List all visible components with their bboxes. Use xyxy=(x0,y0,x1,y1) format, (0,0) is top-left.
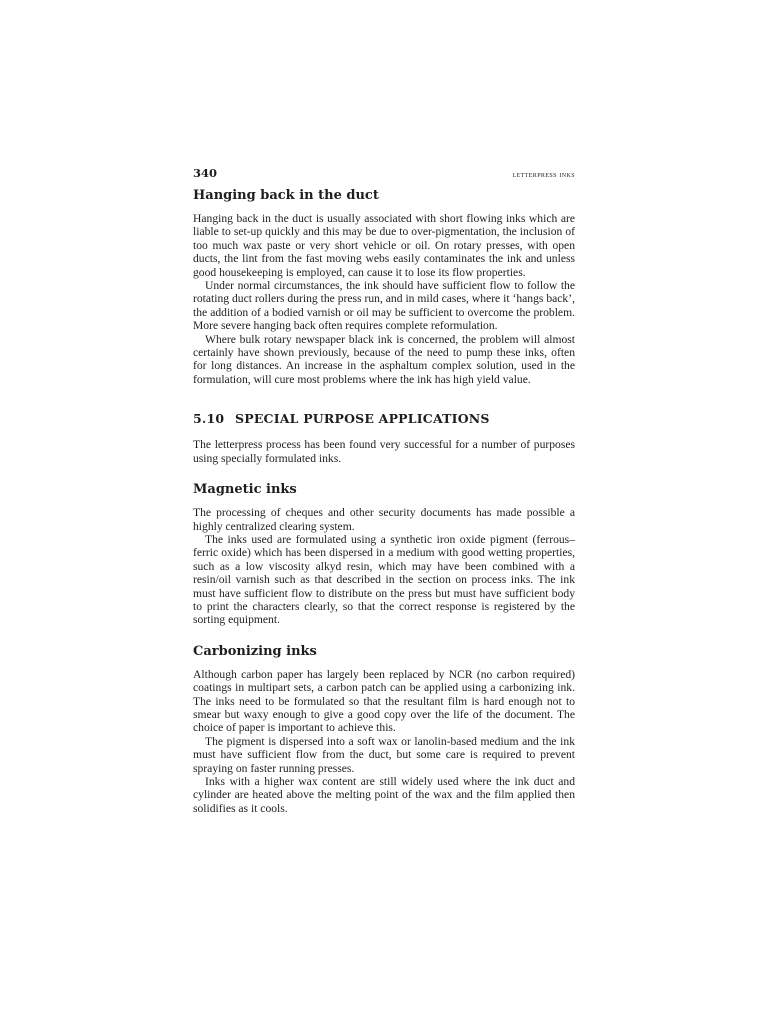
section-heading-special-purpose xyxy=(193,410,575,428)
running-head xyxy=(193,166,575,182)
subheading-carbonizing-inks: Carbonizing inks xyxy=(193,643,317,659)
section-title: SPECIAL PURPOSE APPLICATIONS xyxy=(235,411,490,427)
paragraph: Where bulk rotary newspaper black ink is concerned, the problem will almost certainly have shown previously, because of the need to pump these inks, often for long distances. An increase in the asphaltum complex solution, used in the formulation, will cure most problems where the ink has high yield value. xyxy=(193,332,575,386)
paragraph: The inks used are formulated using a synthetic iron oxide pigment (ferrous–ferric oxide) which has been dispersed in a medium with good wetting properties, such as a low viscosity alkyd resin, which may have been combined with a resin/oil varnish such as that described in the section on process inks. The ink must have sufficient flow to distribute on the press but must have sufficient body to print the characters clearly, so that the correct response is registered by the sorting equipment. xyxy=(193,532,575,627)
paragraph: The letterpress process has been found very successful for a number of purposes using specially formulated inks. xyxy=(193,438,575,465)
page-number: 340 xyxy=(193,166,218,180)
paragraph: Inks with a higher wax content are still widely used where the ink duct and cylinder are heated above the melting point of the wax and the film applied then solidifies as it cools. xyxy=(193,775,575,815)
paragraph: The processing of cheques and other security documents has made possible a highly centralized clearing system. xyxy=(193,506,575,533)
section-number: 5.10 xyxy=(193,411,225,427)
running-title: letterpress inks xyxy=(512,169,575,179)
paragraph: The pigment is dispersed into a soft wax or lanolin-based medium and the ink must have sufficient flow from the duct, but some care is required to prevent spraying on faster running presses. xyxy=(193,734,575,775)
subheading-hanging-back: Hanging back in the duct xyxy=(193,188,379,203)
paragraph: Although carbon paper has largely been replaced by NCR (no carbon required) coatings in multipart sets, a carbon patch can be applied using a carbonizing ink. The inks need to be formulated so that the resultant film is hard enough not to smear but waxy enough to give a good copy over the life of the document. The choice of paper is important to achieve this. xyxy=(193,667,575,735)
paragraph: Hanging back in the duct is usually associated with short flowing inks which are liable to set-up quickly and this may be due to over-pigmentation, the inclusion of too much wax paste or very short vehicle or oil. On rotary presses, with open ducts, the lint from the fast moving webs easily contaminates the ink and unless good housekeeping is employed, can cause it to lose its flow properties. xyxy=(193,212,575,279)
paragraph: Under normal circumstances, the ink should have sufficient flow to follow the rotating duct rollers during the press run, and in mild cases, where it ‘hangs back’, the addition of a bodied varnish or oil may be sufficient to overcome the problem. More severe hanging back often requires complete reformulation. xyxy=(193,279,575,333)
book-page xyxy=(193,166,575,815)
subheading-magnetic-inks: Magnetic inks xyxy=(193,482,297,498)
